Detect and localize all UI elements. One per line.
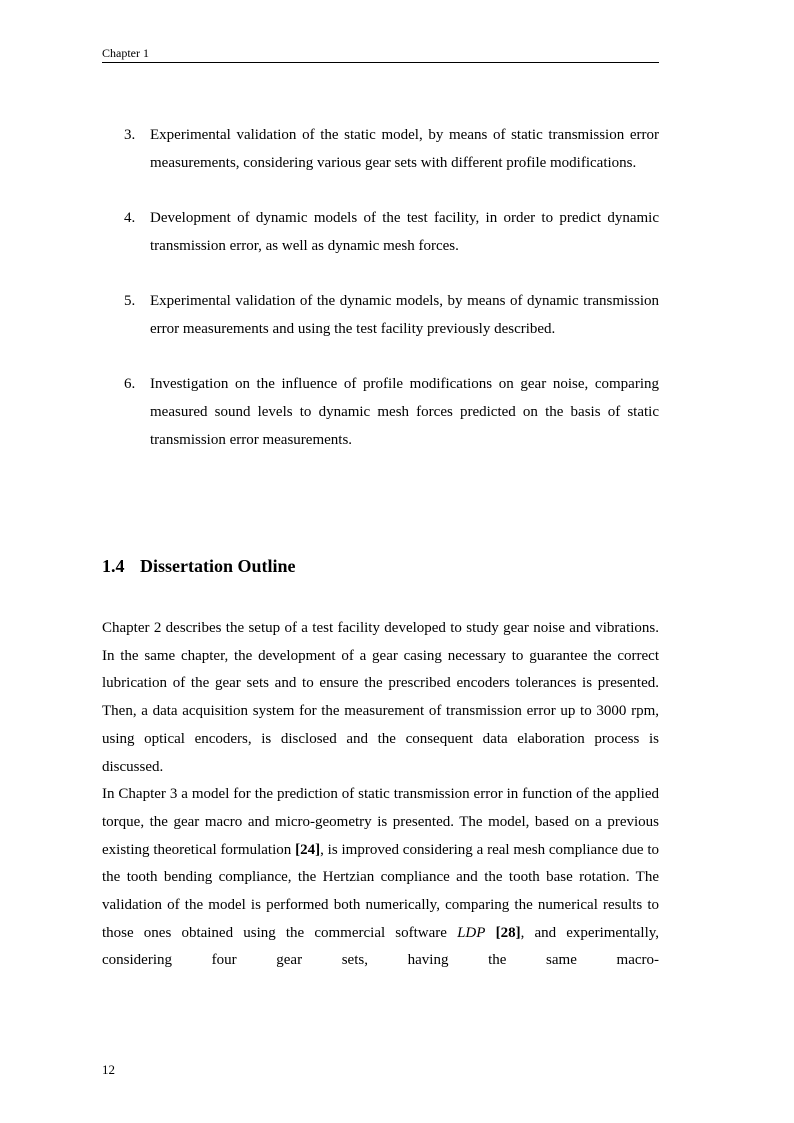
list-item (102, 122, 659, 177)
list-item-text: Development of dynamic models of the test facility, in order to predict dynamic transmission error, as well as dynamic mesh forces. (150, 210, 659, 254)
body-text (102, 615, 659, 975)
paragraph-text: , and experimentally, considering four gear sets, having the same macro- (102, 924, 660, 969)
section-title: Dissertation Outline (140, 556, 296, 576)
space (485, 925, 495, 941)
paragraph-chapter-3 (102, 781, 659, 975)
header-rule (102, 62, 659, 63)
objectives-list (102, 122, 659, 482)
list-item-text: Experimental validation of the static model, by means of static transmission error measurements, considering various gear sets with different profile modifications. (150, 127, 659, 171)
list-item-number: 6. (124, 376, 136, 393)
citation: [28] (495, 924, 521, 941)
paragraph-chapter-2: Chapter 2 describes the setup of a test facility developed to study gear noise and vibrations. In the same chapter, the development of a gear casing necessary to guarantee the correct lubrication of the gear sets and to ensure the prescribed encoders tolerances is presented. Then, a data acquisition system for the measurement of transmission error up to 3000 rpm, using optical encoders, is disclosed and the consequent data elaboration process is discussed. (102, 620, 659, 775)
page-number: 12 (102, 1062, 115, 1077)
paragraph-text: In Chapter 3 a model for the prediction of static transmission error in function of the applied torque, the gear macro and micro-geometry is presented. The model, based on a previous existing theoretical formulation (102, 786, 659, 858)
section-number: 1.4 (102, 556, 125, 576)
software-name: LDP (457, 924, 486, 941)
list-item (102, 288, 659, 343)
list-item-number: 5. (124, 293, 136, 310)
section-heading (102, 554, 659, 578)
list-item-text: Investigation on the influence of profile modifications on gear noise, comparing measured sound levels to dynamic mesh forces predicted on the basis of static transmission error measurements. (150, 376, 659, 448)
running-header: Chapter 1 (102, 46, 149, 60)
paragraph-text: , is improved considering a real mesh compliance due to the tooth bending compliance, the Hertzian compliance and the tooth base rotation. The validation of the model is performed both numerically, comparing the numerical results to those ones obtained using the commercial software (102, 841, 659, 941)
list-item (102, 205, 659, 260)
list-item-number: 4. (124, 210, 136, 227)
citation: [24] (295, 841, 321, 858)
list-item (102, 371, 659, 454)
list-item-number: 3. (124, 127, 136, 143)
list-item-text: Experimental validation of the dynamic models, by means of dynamic transmission error measurements and using the test facility previously described. (150, 293, 659, 337)
